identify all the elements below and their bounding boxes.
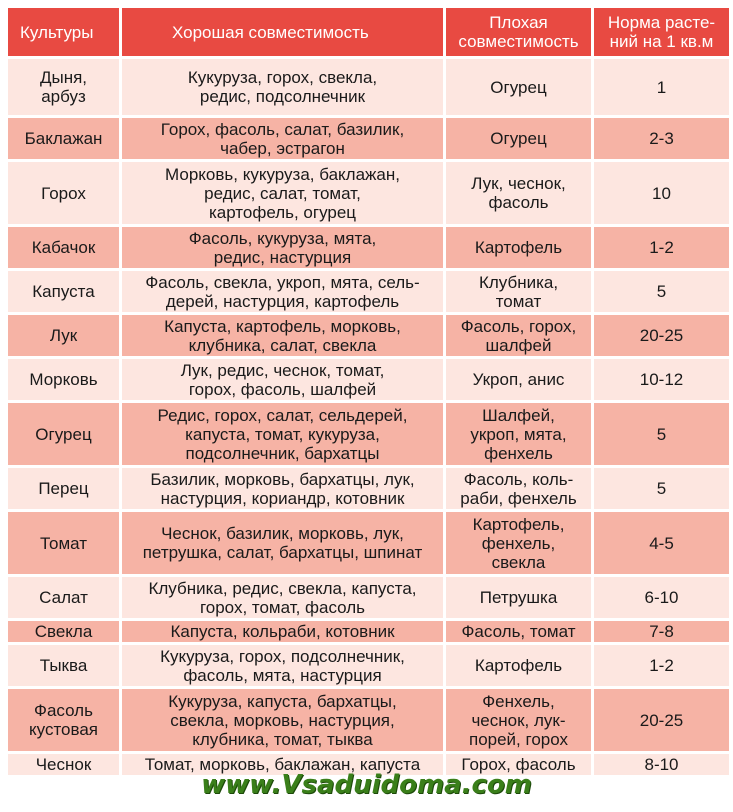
table-cell-culture: Кабачок: [8, 227, 119, 268]
table-cell-good: Фасоль, кукуруза, мята, редис, настурция: [122, 227, 443, 268]
table-cell-good: Клубника, редис, свекла, капуста, горох, томат, фасоль: [122, 577, 443, 618]
table-cell-culture: Горох: [8, 162, 119, 224]
header-good-compat: Хорошая совместимость: [122, 8, 443, 56]
table-cell-culture: Лук: [8, 315, 119, 356]
header-culture: Культуры: [8, 8, 119, 56]
table-cell-bad: Фасоль, коль- раби, фенхель: [446, 468, 591, 509]
site-watermark: www.Vsaduidoma.com: [201, 770, 532, 800]
table-cell-bad: Лук, чеснок, фасоль: [446, 162, 591, 224]
table-cell-good: Морковь, кукуруза, баклажан, редис, салат, томат, картофель, огурец: [122, 162, 443, 224]
table-cell-good: Капуста, картофель, морковь, клубника, салат, свекла: [122, 315, 443, 356]
table-cell-good: Фасоль, свекла, укроп, мята, сель- дерей, настурция, картофель: [122, 271, 443, 312]
table-cell-good: Горох, фасоль, салат, базилик, чабер, эстрагон: [122, 118, 443, 159]
table-cell-culture: Томат: [8, 512, 119, 574]
header-norm: Норма расте- ний на 1 кв.м: [594, 8, 729, 56]
table-cell-culture: Салат: [8, 577, 119, 618]
table-cell-good: Редис, горох, салат, сельдерей, капуста, томат, кукуруза, подсолнечник, бархатцы: [122, 403, 443, 465]
table-cell-norm: 1: [594, 59, 729, 115]
table-cell-norm: 5: [594, 271, 729, 312]
table-cell-culture: Чеснок: [8, 754, 119, 775]
table-cell-norm: 10: [594, 162, 729, 224]
table-cell-culture: Морковь: [8, 359, 119, 400]
table-cell-good: Кукуруза, горох, подсолнечник, фасоль, мята, настурция: [122, 645, 443, 686]
table-cell-bad: Клубника, томат: [446, 271, 591, 312]
table-cell-culture: Перец: [8, 468, 119, 509]
table-cell-good: Лук, редис, чеснок, томат, горох, фасоль, шалфей: [122, 359, 443, 400]
compatibility-table: [8, 8, 728, 775]
table-cell-culture: Тыква: [8, 645, 119, 686]
header-bad-compat: Плохая совместимость: [446, 8, 591, 56]
table-cell-bad: Фасоль, горох, шалфей: [446, 315, 591, 356]
table-cell-norm: 4-5: [594, 512, 729, 574]
table-cell-bad: Картофель, фенхель, свекла: [446, 512, 591, 574]
table-cell-culture: Свекла: [8, 621, 119, 642]
table-cell-good: Кукуруза, горох, свекла, редис, подсолнечник: [122, 59, 443, 115]
table-cell-norm: 6-10: [594, 577, 729, 618]
table-cell-good: Кукуруза, капуста, бархатцы, свекла, морковь, настурция, клубника, томат, тыква: [122, 689, 443, 751]
table-cell-bad: Горох, фасоль: [446, 754, 591, 775]
table-cell-norm: 1-2: [594, 645, 729, 686]
table-cell-bad: Петрушка: [446, 577, 591, 618]
table-cell-good: Чеснок, базилик, морковь, лук, петрушка, салат, бархатцы, шпинат: [122, 512, 443, 574]
table-cell-norm: 7-8: [594, 621, 729, 642]
table-cell-norm: 5: [594, 403, 729, 465]
table-cell-culture: Баклажан: [8, 118, 119, 159]
table-cell-bad: Огурец: [446, 118, 591, 159]
table-cell-norm: 20-25: [594, 315, 729, 356]
table-cell-norm: 5: [594, 468, 729, 509]
table-cell-good: Капуста, кольраби, котовник: [122, 621, 443, 642]
table-cell-bad: Укроп, анис: [446, 359, 591, 400]
table-cell-norm: 10-12: [594, 359, 729, 400]
table-cell-bad: Шалфей, укроп, мята, фенхель: [446, 403, 591, 465]
table-cell-culture: Дыня, арбуз: [8, 59, 119, 115]
table-cell-bad: Фасоль, томат: [446, 621, 591, 642]
table-cell-good: Базилик, морковь, бархатцы, лук, настурция, кориандр, котовник: [122, 468, 443, 509]
table-cell-norm: 1-2: [594, 227, 729, 268]
table-cell-norm: 2-3: [594, 118, 729, 159]
table-cell-bad: Фенхель, чеснок, лук- порей, горох: [446, 689, 591, 751]
table-cell-norm: 8-10: [594, 754, 729, 775]
table-cell-culture: Капуста: [8, 271, 119, 312]
table-cell-good: Томат, морковь, баклажан, капуста: [122, 754, 443, 775]
table-cell-norm: 20-25: [594, 689, 729, 751]
table-cell-bad: Картофель: [446, 227, 591, 268]
table-cell-culture: Огурец: [8, 403, 119, 465]
table-cell-culture: Фасоль кустовая: [8, 689, 119, 751]
table-cell-bad: Огурец: [446, 59, 591, 115]
table-cell-bad: Картофель: [446, 645, 591, 686]
